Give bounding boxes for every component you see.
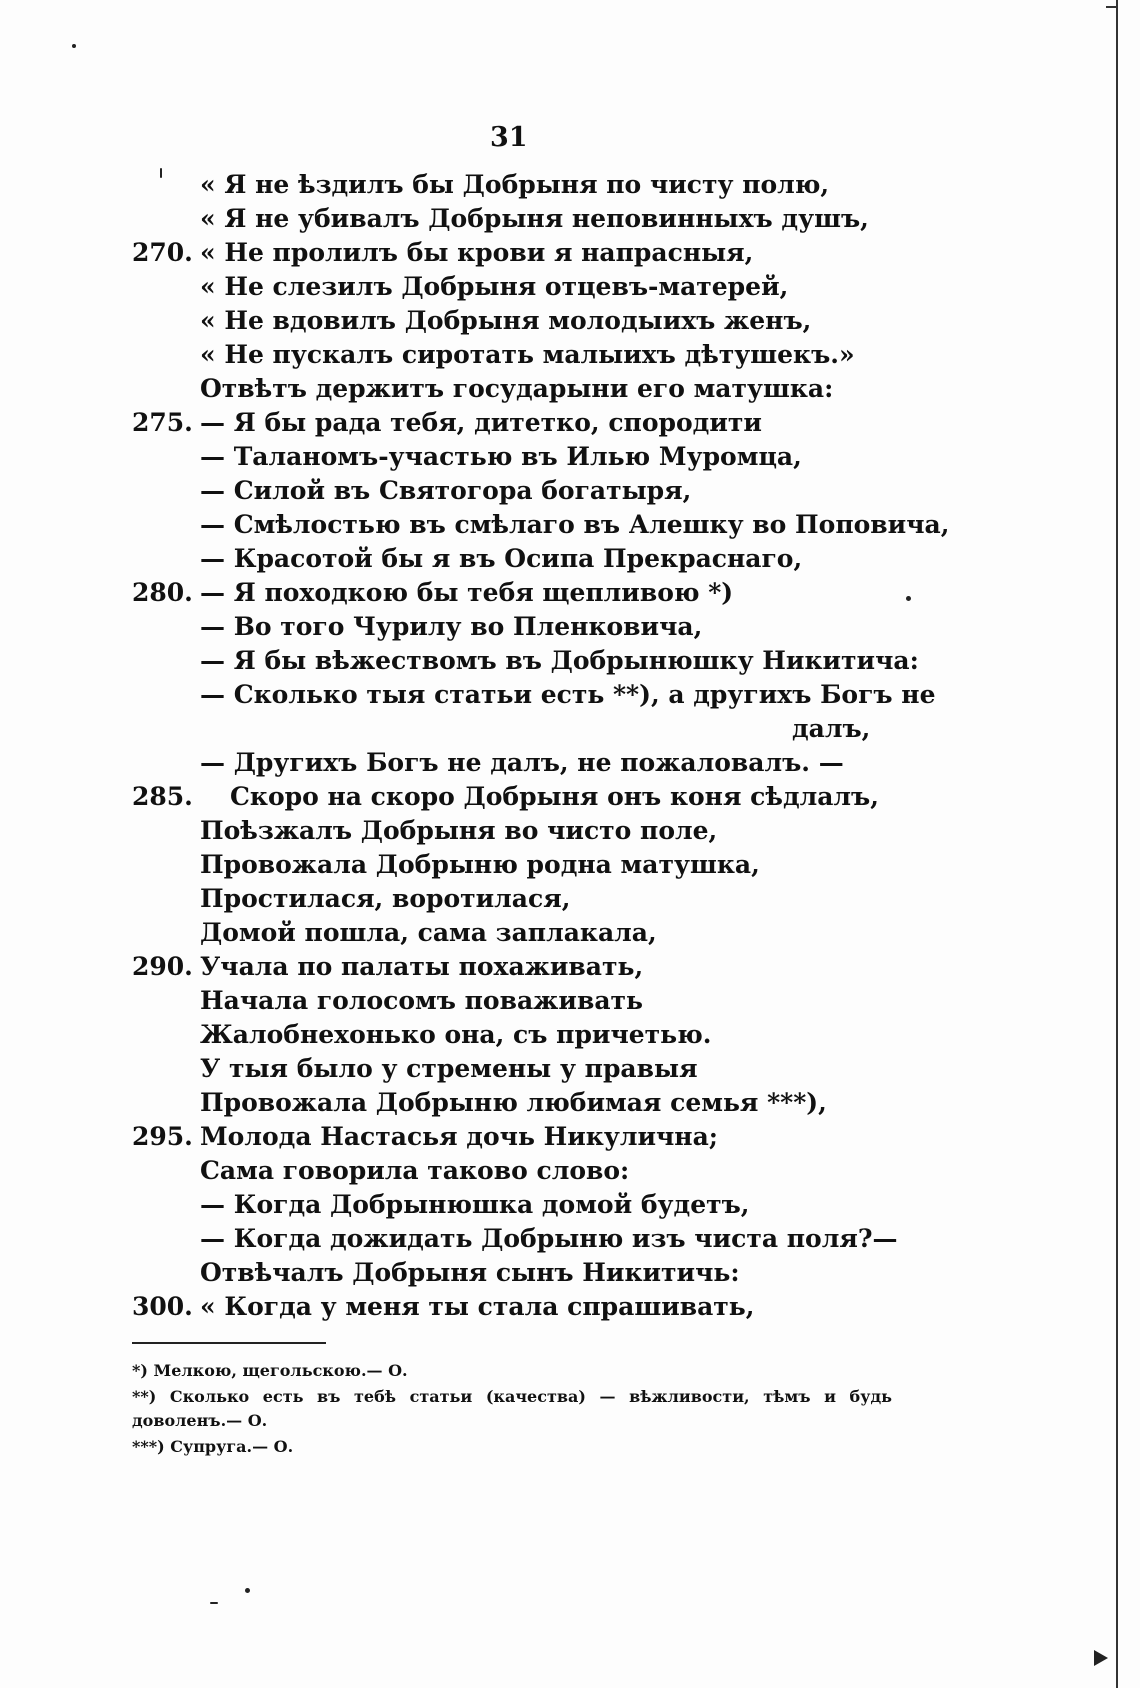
verse-line: 270. « Не пролилъ бы крови я напрасныя, xyxy=(132,238,754,267)
verse-line: Домой пошла, сама заплакала, xyxy=(200,918,657,947)
verse-line: — Смѣлостью въ смѣлаго въ Алешку во Поповича, xyxy=(200,510,950,539)
footnote: *) Мелкою, щегольскою.— О. xyxy=(132,1361,408,1380)
verse-line: Отвѣчалъ Добрыня сынъ Никитичь: xyxy=(200,1258,740,1287)
page-edge-tick xyxy=(1106,6,1118,8)
page-number: 31 xyxy=(490,122,528,153)
verse-line: — Во того Чурилу во Пленковича, xyxy=(200,612,703,641)
verse-line: — Таланомъ-участью въ Илью Муромца, xyxy=(200,442,802,471)
verse-line: Провожала Добрыню любимая семья ***), xyxy=(200,1088,827,1117)
verse-line: Сама говорила таково слово: xyxy=(200,1156,630,1185)
footnote: доволенъ.— О. xyxy=(132,1411,268,1430)
verse-line: — Силой въ Святогора богатыря, xyxy=(200,476,692,505)
verse-line: Начала голосомъ поваживать xyxy=(200,986,643,1015)
verse-line: Поѣзжалъ Добрыня во чисто поле, xyxy=(200,816,718,845)
verse-line: — Когда дожидать Добрыню изъ чиста поля?— xyxy=(200,1224,898,1253)
overflow-word: далъ, xyxy=(792,714,871,743)
verse-line: « Я не убивалъ Добрыня неповинныхъ душъ, xyxy=(200,204,869,233)
verse-line: — Другихъ Богъ не далъ, не пожаловалъ. — xyxy=(200,748,844,777)
speck-mark xyxy=(72,44,76,48)
verse-line: Провожала Добрыню родна матушка, xyxy=(200,850,760,879)
verse-line: 300. « Когда у меня ты стала спрашивать, xyxy=(132,1292,755,1321)
verse-line: 280. — Я походкою бы тебя щепливою *) xyxy=(132,578,734,607)
verse-line: « Не пускалъ сиротать малыихъ дѣтушекъ.» xyxy=(200,340,855,369)
verse-line: — Красотой бы я въ Осипа Прекраснаго, xyxy=(200,544,803,573)
verse-line: — Сколько тыя статьи есть **), а другихъ Богъ не xyxy=(200,680,936,709)
verse-line: « Не вдовилъ Добрыня молодыихъ женъ, xyxy=(200,306,812,335)
verse-line: 275. — Я бы рада тебя, дитетко, спородити xyxy=(132,408,762,437)
verse-line: Простилася, воротилася, xyxy=(200,884,571,913)
verse-line: У тыя было у стремены у правыя xyxy=(200,1054,698,1083)
verse-line: Жалобнехонько она, съ причетью. xyxy=(200,1020,712,1049)
verse-line: Отвѣтъ держитъ государыни его матушка: xyxy=(200,374,834,403)
verse-line: 290. Учала по палаты похаживать, xyxy=(132,952,644,981)
verse-line: — Я бы вѣжествомъ въ Добрынюшку Никитича: xyxy=(200,646,919,675)
footnote: ***) Супруга.— О. xyxy=(132,1437,294,1456)
verse-line: « Не слезилъ Добрыня отцевъ-матерей, xyxy=(200,272,789,301)
corner-arrow-icon xyxy=(1094,1650,1108,1666)
verse-line: 285. Скоро на скоро Добрыня онъ коня сѣдлалъ, xyxy=(132,782,879,811)
speck-mark xyxy=(210,1602,218,1604)
verse-line: — Когда Добрынюшка домой будетъ, xyxy=(200,1190,750,1219)
footnote: **) Сколько есть въ тебѣ статьи (качества) — вѣжливости, тѣмъ и будь xyxy=(132,1387,892,1406)
footnote-divider xyxy=(132,1342,326,1344)
verse-line: « Я не ѣздилъ бы Добрыня по чисту полю, xyxy=(200,170,830,199)
speck-mark xyxy=(245,1588,250,1593)
verse-line: 295. Молода Настасья дочь Никулична; xyxy=(132,1122,719,1151)
